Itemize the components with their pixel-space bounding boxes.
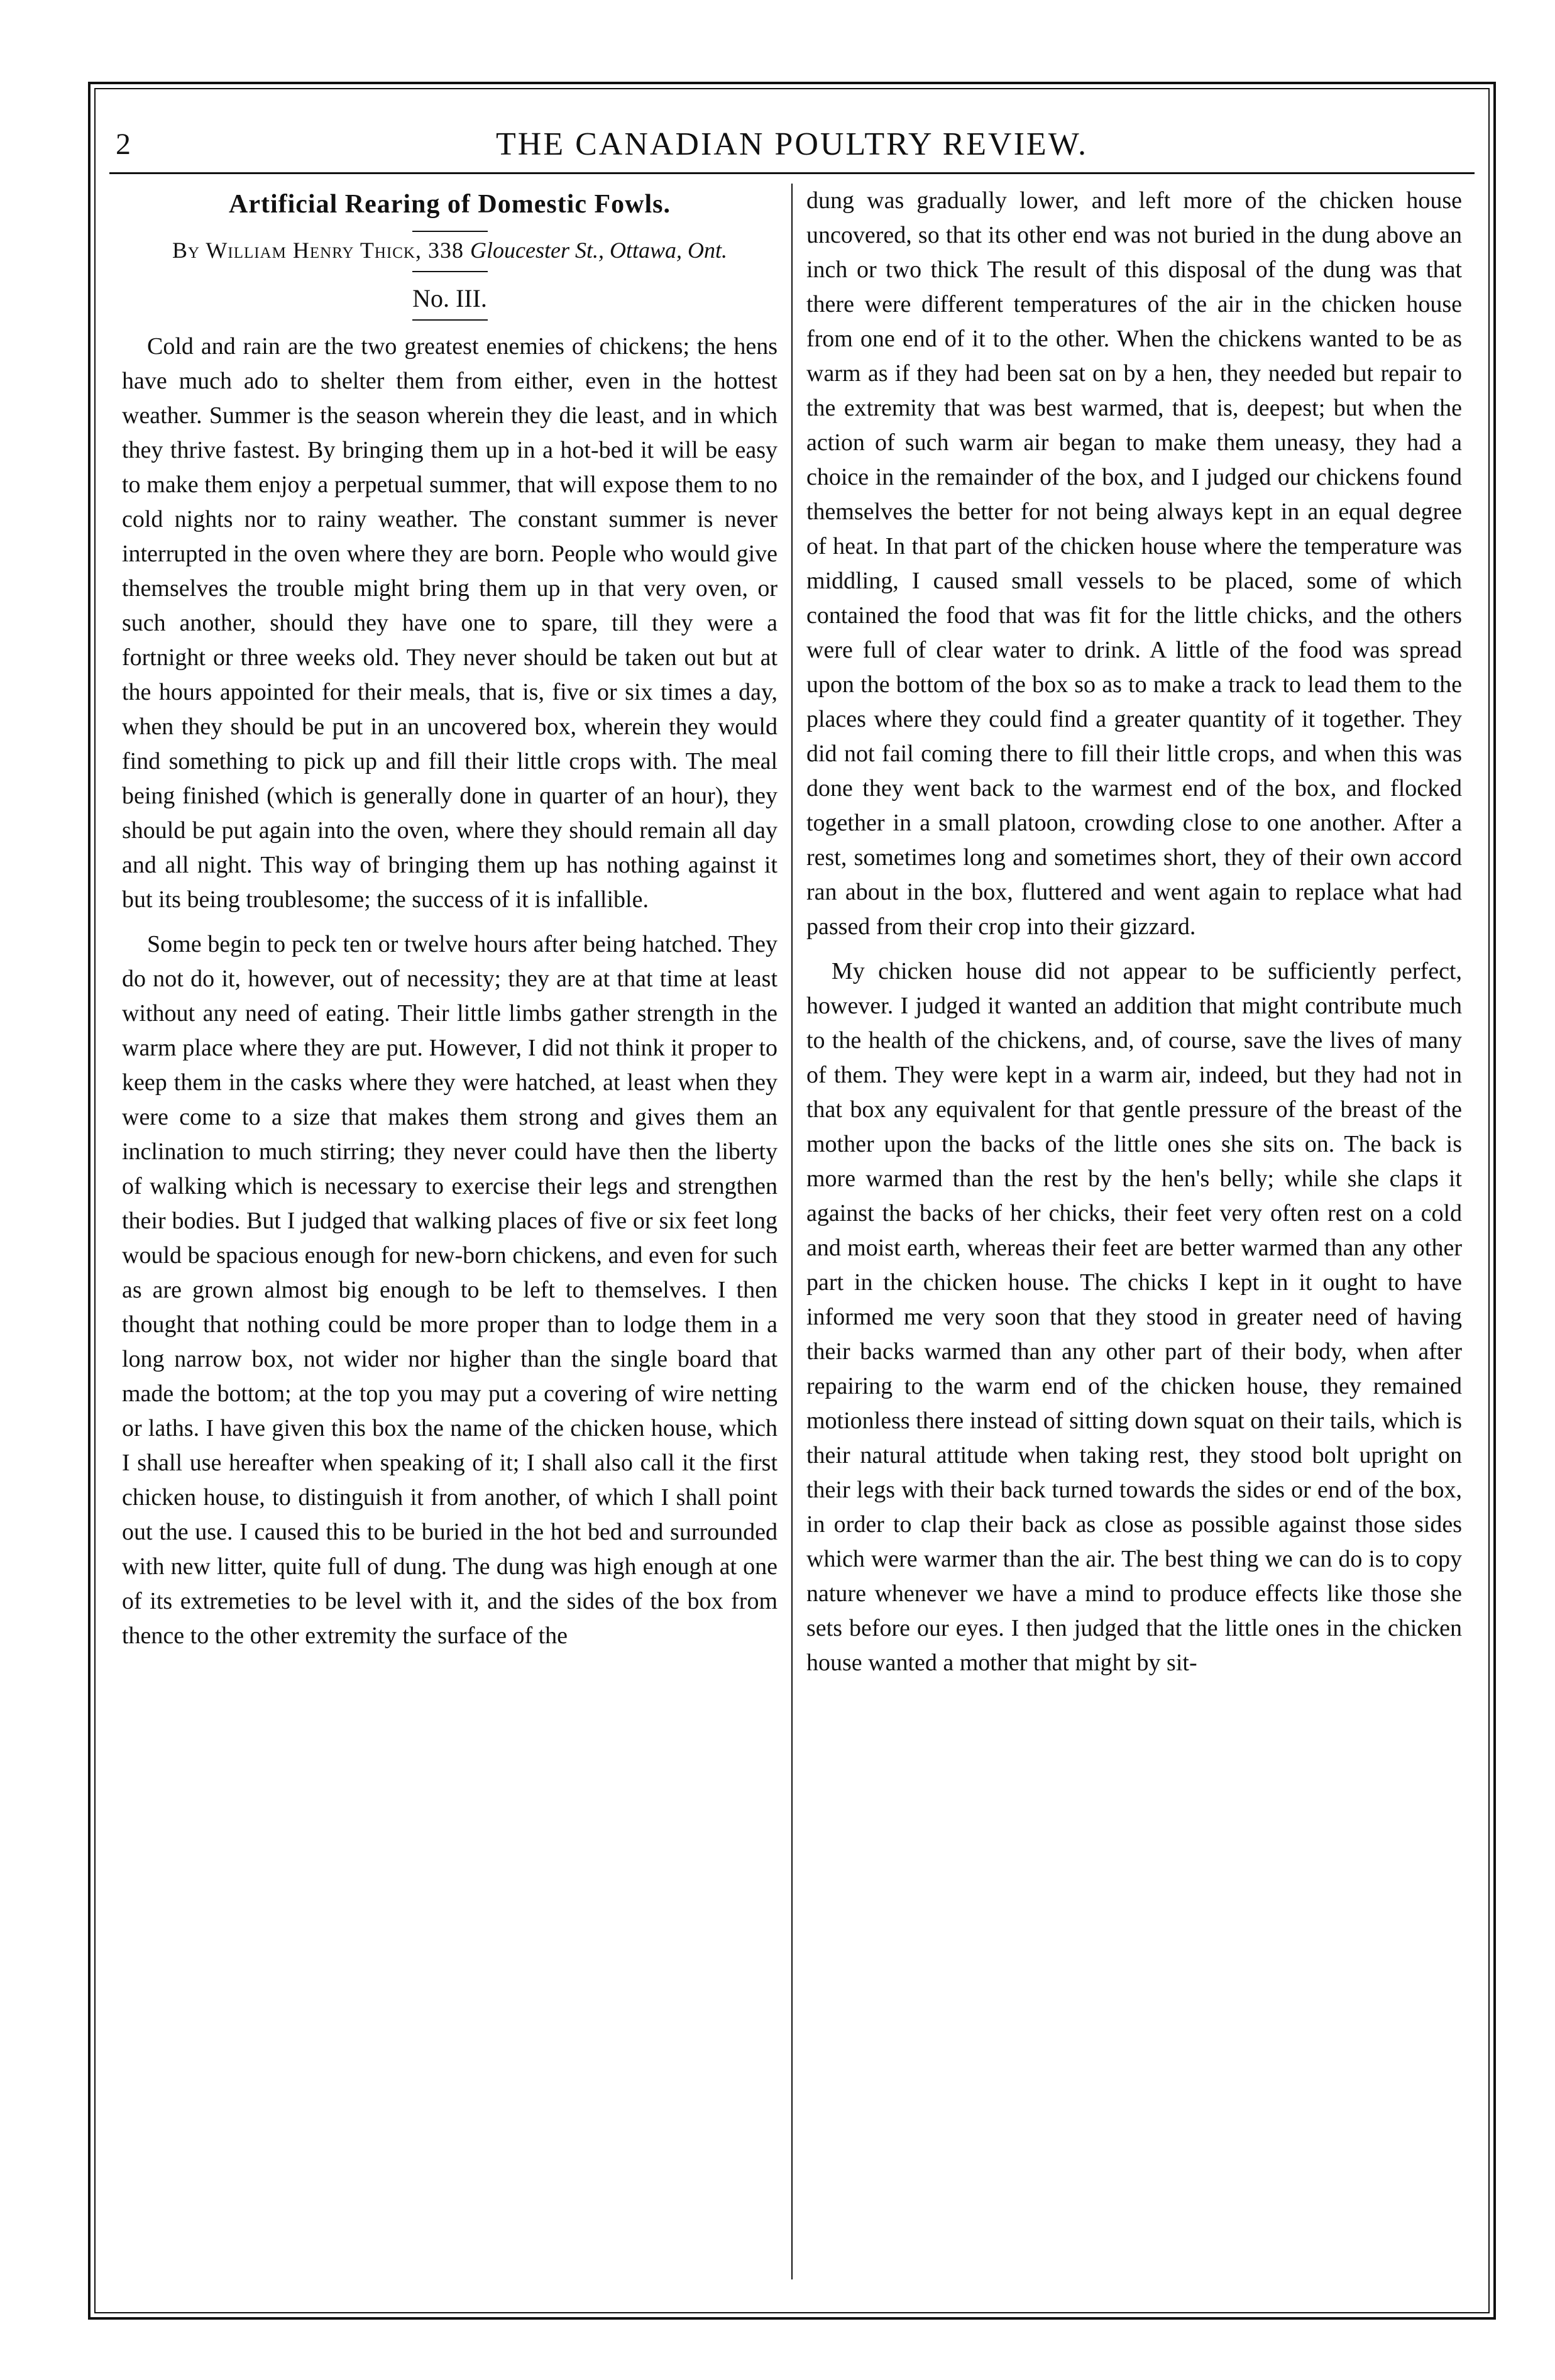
- paragraph: dung was gradually lower, and left more of the chicken house uncovered, so that its other end was not buried in the dung above an inch or two thick The result of this disposal of the dung was that there were different temperatures of the air in the chicken house from one end of it to the other. When the chickens wanted to be as warm as if they had been sat on by a hen, they needed but repair to the extremity that was best warmed, that is, deepest; but when the action of such warm air began to make them uneasy, they had a choice in the remainder of the box, and I judged our chickens found themselves the better for not being always kept in an equal degree of heat. In that part of the chicken house where the temperature was middling, I caused small vessels to be placed, some of which contained the food that was fit for the little chicks, and the others were full of clear water to drink. A little of the food was spread upon the bottom of the box so as to make a track to lead them to the places where they could find a greater quantity of it together. They did not fail coming there to fill their little crops, and when this was done they went back to the warmest end of the box, and flocked together in a small platoon, crowding close to one another. After a rest, sometimes long and sometimes short, they of their own accord ran about in the box, fluttered and went again to replace what had passed from their crop into their gizzard.: [806, 187, 1462, 940]
- article-title: Artificial Rearing of Domestic Fowls.: [229, 190, 671, 219]
- byline-author: By William Henry Thick, 338: [172, 238, 470, 263]
- byline-address: Gloucester St., Ottawa, Ont.: [470, 238, 727, 263]
- left-column: [116, 184, 793, 2279]
- paragraph: Cold and rain are the two greatest enemies of chickens; the hens have much ado to shelter them from either, even in the hottest weather. Summer is the season wherein they die least, and in which they thrive fastest. By bringing them up in a hot-bed it will be easy to make them enjoy a perpetual summer, that will expose them to no cold nights nor to rainy weather. The constant summer is never interrupted in the oven where they are born. People who would give themselves the trouble might bring them up in that very oven, or such another, should they have one to spare, till they were a fortnight or three weeks old. They never should be taken out but at the hours appointed for their meals, that is, five or six times a day, when they should be put in an uncovered box, wherein they would find something to pick up and fill their little crops with. The meal being finished (which is generally done in quarter of an hour), they should be put again into the oven, where they should remain all day and all night. This way of bringing them up has nothing against it but its being troublesome; the success of it is infallible.: [122, 333, 778, 913]
- byline-rule: [412, 271, 488, 272]
- title-rule: [412, 231, 488, 232]
- number-rule: [412, 319, 488, 321]
- byline: [122, 236, 778, 265]
- page-header: [109, 109, 1475, 174]
- journal-title: THE CANADIAN POULTRY REVIEW.: [496, 126, 1088, 162]
- article-number: No. III.: [412, 284, 487, 312]
- page-number: 2: [116, 128, 131, 161]
- right-column: [793, 184, 1468, 2279]
- article-columns: [116, 184, 1468, 2279]
- newspaper-page: [88, 82, 1496, 2320]
- paragraph: Some begin to peck ten or twelve hours after being hatched. They do not do it, however, out of necessity; they are at that time at least without any need of eating. Their little limbs gather strength in the warm place where they are put. However, I did not think it proper to keep them in the casks where they were hatched, at least when they were come to a size that makes them strong and gives them an inclination to much stirring; they never could have then the liberty of walking which is necessary to exercise their legs and strengthen their bodies. But I judged that walking places of five or six feet long would be spacious enough for new-born chickens, and even for such as are grown almost big enough to be left to themselves. I then thought that nothing could be more proper than to lodge them in a long narrow box, not wider nor higher than the single board that made the bottom; at the top you may put a covering of wire netting or laths. I have given this box the name of the chicken house, which I shall use hereafter when speaking of it; I shall also call it the first chicken house, to distinguish it from another, of which I shall point out the use. I caused this to be buried in the hot bed and surrounded with new litter, quite full of dung. The dung was high enough at one of its extremeties to be level with it, and the sides of the box from thence to the other extremity the surface of the: [122, 931, 778, 1649]
- paragraph: My chicken house did not appear to be sufficiently perfect, however. I judged it wanted an addition that might contribute much to the health of the chickens, and, of course, save the lives of many of them. They were kept in a warm air, indeed, but they had not in that box any equivalent for that gentle pressure of the breast of the mother upon the backs of the little ones she sits on. The back is more warmed than the rest by the hen's belly; while she claps it against the backs of her chicks, their feet very often rest on a cold and moist earth, whereas their feet are better warmed than any other part in the chicken house. The chicks I kept in it ought to have informed me very soon that they stood in greater need of having their backs warmed than any other part of their body, when after repairing to the warm end of the chicken house, they remained motionless there instead of sitting down squat on their tails, which is their natural attitude when taking rest, they stood bolt upright on their legs with their back turned towards the sides or end of the box, in order to clap their back as close as possible against those sides which were warmer than the air. The best thing we can do is to copy nature whenever we have a mind to produce effects like those she sets before our eyes. I then judged that the little ones in the chicken house wanted a mother that might by sit-: [806, 958, 1462, 1676]
